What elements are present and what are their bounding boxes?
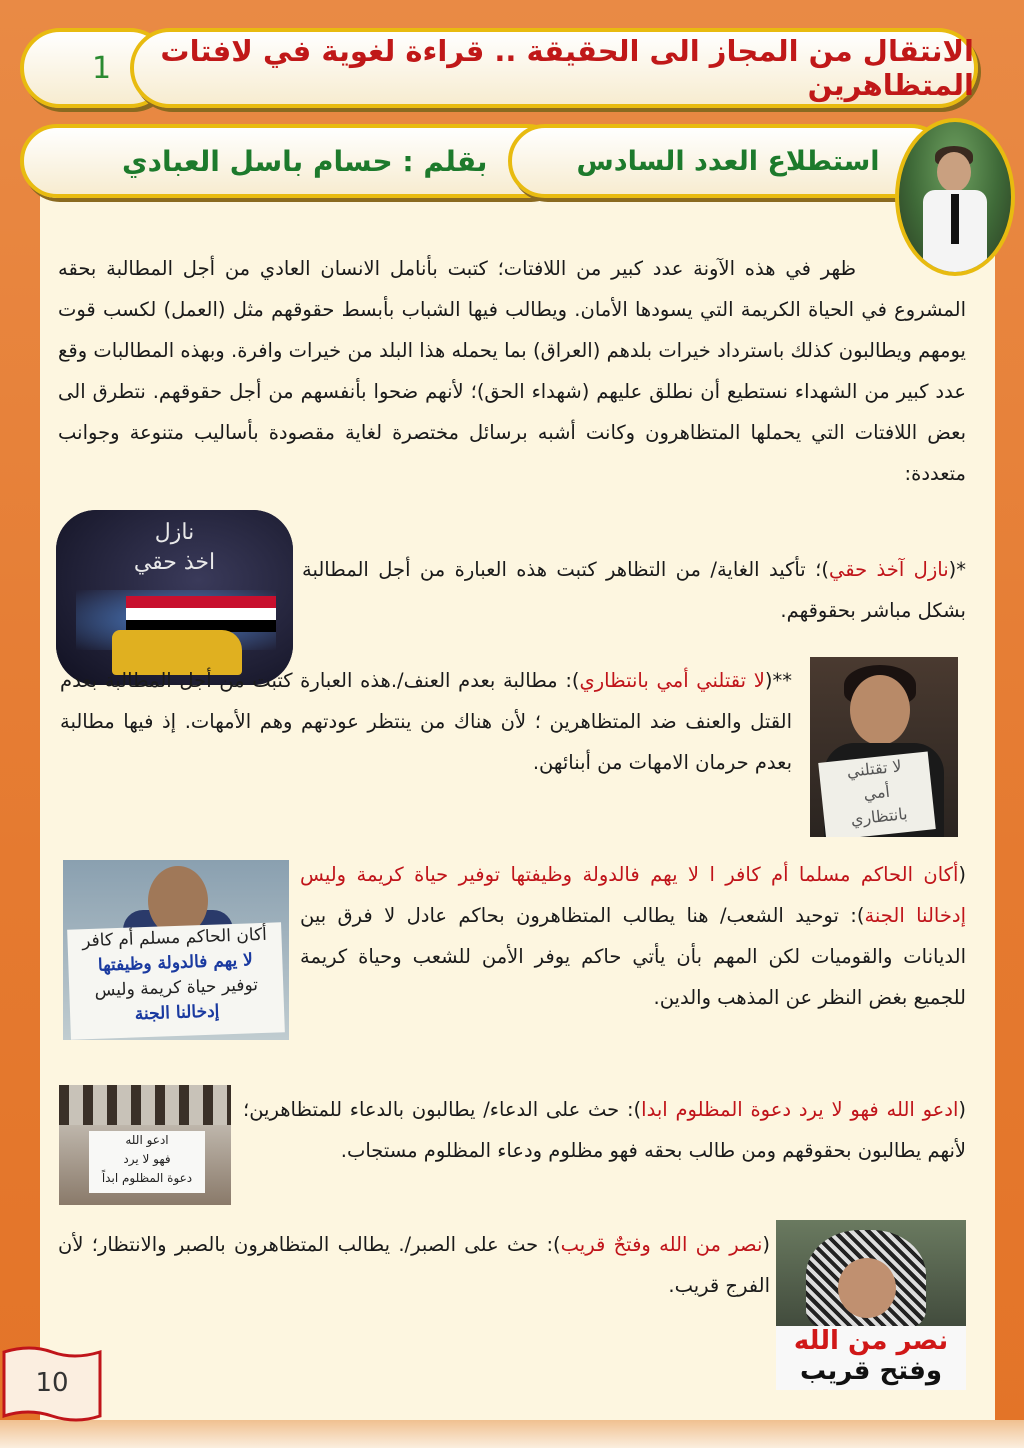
item-quote: نازل آخذ حقي	[828, 558, 949, 581]
item-4	[243, 1089, 966, 1171]
item-2	[60, 660, 792, 783]
page-number: 10	[35, 1368, 69, 1398]
survey-banner	[508, 124, 948, 198]
article-title: الانتقال من المجاز الى الحقيقة .. قراءة لغوية في لافتات المتظاهرين	[160, 34, 974, 102]
sign-line: إدخالنا الجنة	[134, 1001, 220, 1025]
author-name: بقلم : حسام باسل العبادي	[122, 144, 488, 178]
protest-banner	[776, 1326, 966, 1390]
protest-image-tuktuk	[56, 510, 293, 685]
item-prefix: (	[958, 1098, 966, 1121]
sign-line: لا يهم فالدولة وظيفتها	[97, 950, 254, 976]
protest-image-statue	[59, 1085, 231, 1205]
item-explanation: )؛ تأكيد الغاية/ من التظاهر كتبت هذه العبارة من أجل المطالبة بشكل مباشر بحقوقهم.	[302, 558, 966, 622]
protest-image-young-man	[810, 657, 958, 837]
item-quote: أكان الحاكم مسلما أم كافر ا لا يهم فالدولة وظيفتها توفير حياة كريمة وليس إدخالنا الجنة	[300, 863, 966, 927]
item-prefix: *(	[948, 558, 966, 581]
item-1	[302, 549, 966, 631]
item-explanation: ): توحيد الشعب/ هنا يطالب المتظاهرون بحاكم عادل لا فرق بين الديانات والقوميات لكن المهم بأن يأتي حاكم يوفر الأمن للشعب وحياة كريمة للجميع بغض النظر عن المذهب والدين.	[300, 904, 966, 1009]
author-banner	[20, 124, 565, 198]
protest-sign: لا تقتلني أمي بانتظاري	[818, 751, 936, 837]
page-number-flag	[0, 1344, 104, 1424]
title-banner	[130, 28, 978, 108]
article-number: 1	[92, 50, 112, 86]
image-caption: نازل اخذ حقي	[133, 520, 216, 575]
sign-line: أكان الحاكم مسلم أم كافر	[81, 924, 268, 952]
iraq-flag	[126, 596, 276, 632]
survey-label: استطلاع العدد السادس	[576, 145, 880, 177]
item-explanation: ): حث على الصبر/. يطالب المتظاهرون بالصبر والانتظار؛ لأن الفرج قريب.	[58, 1233, 770, 1297]
item-explanation: ): مطالبة بعدم العنف/.هذه العبارة كتبت من أجل المطالبة بعدم القتل والعنف ضد المتظاهرين ؛ لأن هناك من ينتظر عودتهم وهم الأمهات. إذ فيها مطالبة بعدم حرمان الامهات من أبنائهن.	[60, 669, 792, 774]
item-explanation: ): حث على الدعاء/ يطالبون بالدعاء للمتظاهرين؛ لأنهم يطالبون بحقوقهم ومن طالب بحقه فهو مظلوم ودعاء المظلوم مستجاب.	[243, 1098, 966, 1162]
item-3	[300, 854, 966, 1018]
item-quote: لا تقتلني أمي بانتظاري	[579, 669, 765, 692]
item-quote: نصر من الله وفتحٌ قريب	[560, 1233, 763, 1256]
protest-image-man-sign	[63, 860, 289, 1040]
item-5	[58, 1224, 770, 1306]
intro-text: ظهر في هذه الآونة عدد كبير من اللافتات؛ كتبت بأنامل الانسان العادي من أجل المطالبة بحقه المشروع في الحياة الكريمة التي يسودها الأمان. ويطالب فيها الشباب بأبسط حقوقهم مثل (العمل) لكسب قوت يومهم ويطالبون كذلك باسترداد خيرات بلدهم (العراق) بما يحمله هذا البلد من خيرات وافرة. وبهذه المطالبات وقع عدد كبير من الشهداء نستطيع أن نطلق عليهم (شهداء الحق)؛ لأنهم ضحوا بأنفسهم من أجل حقوقهم. نتطرق الى بعض اللافتات التي يحملها المتظاهرون وكانت أشبه برسائل مختصرة لغاية مقصودة بأساليب متنوعة وجوانب متعددة:	[58, 257, 966, 485]
protest-sign: ادعو الله فهو لا يرد دعوة المظلوم ابداً	[89, 1131, 205, 1193]
banner-line: نصر من الله	[793, 1326, 949, 1356]
item-prefix: (	[762, 1233, 770, 1256]
protest-image-elder	[776, 1220, 966, 1390]
item-prefix: (	[958, 863, 966, 886]
page-bottom-edge	[0, 1420, 1024, 1448]
banner-line: وفتح قريب	[799, 1356, 943, 1386]
item-quote: ادعو الله فهو لا يرد دعوة المظلوم ابدا	[641, 1098, 959, 1121]
item-prefix: **(	[764, 669, 792, 692]
sign-line: توفير حياة كريمة وليس	[94, 975, 259, 1001]
protest-sign	[67, 922, 285, 1039]
intro-paragraph	[58, 248, 966, 494]
